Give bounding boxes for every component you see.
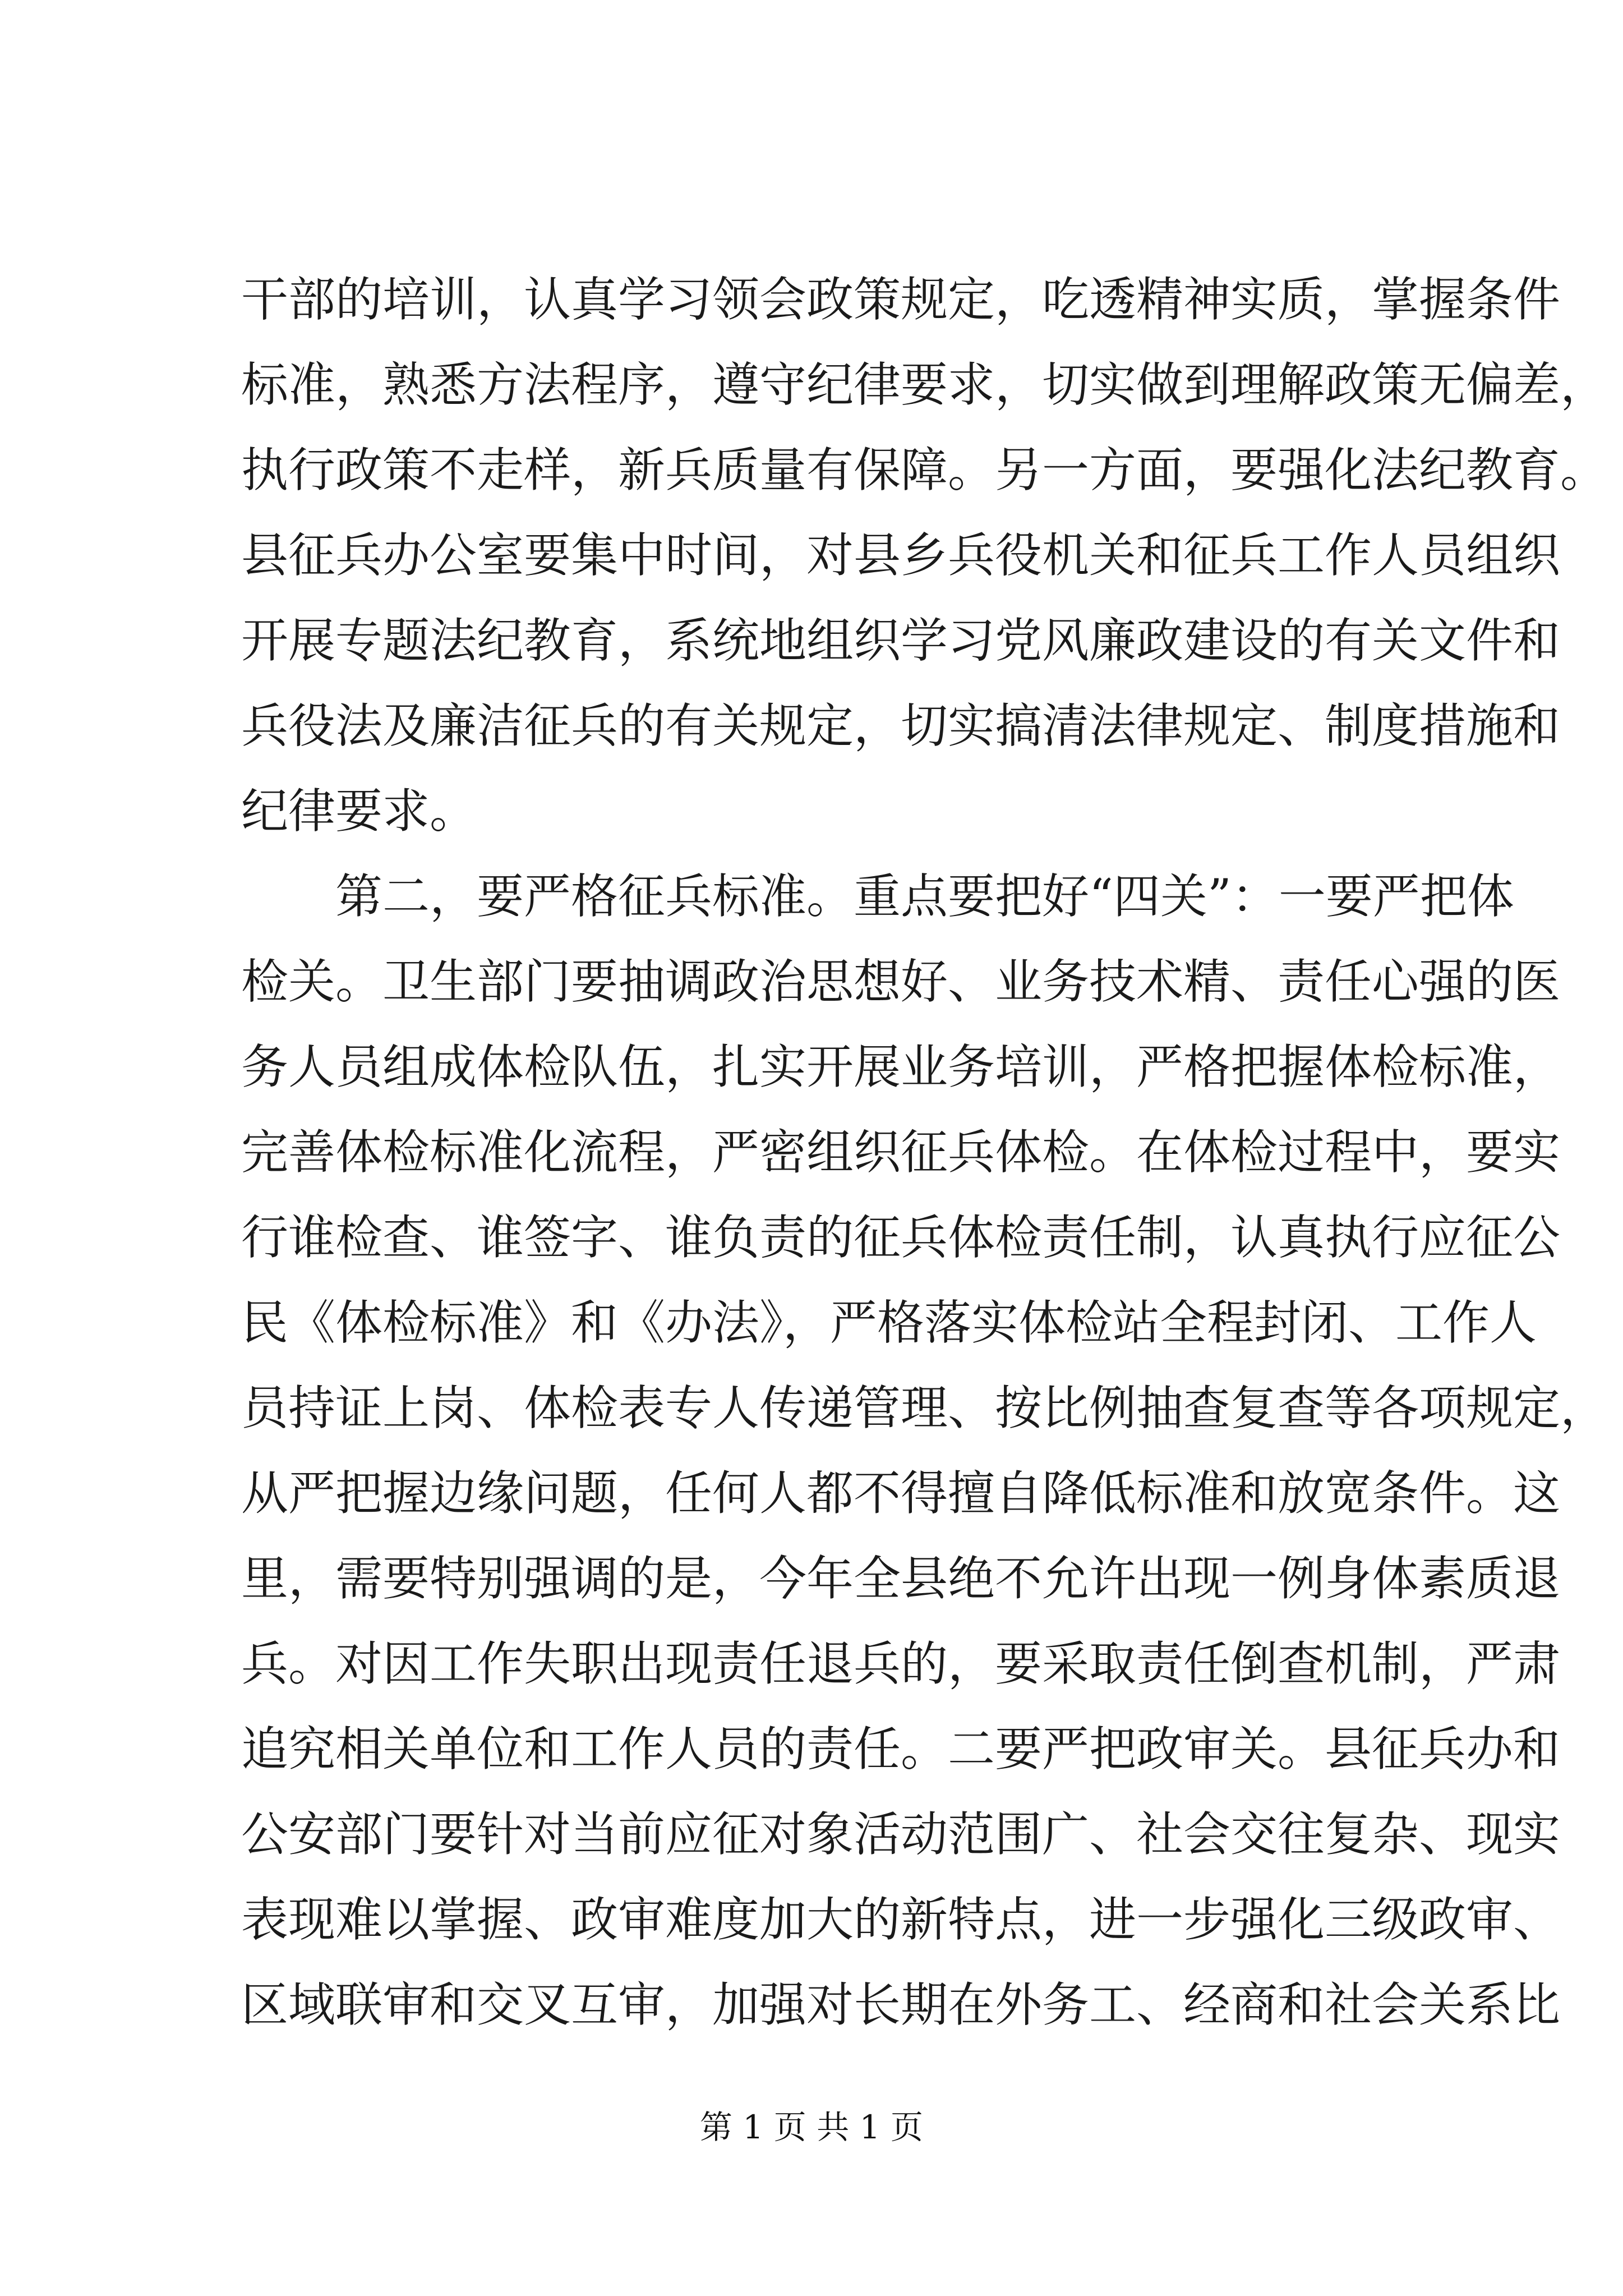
text-line: 行谁检查、谁签字、谁负责的征兵体检责任制，认真执行应征公: [241, 1210, 1561, 1265]
text-line: 表现难以掌握、政审难度加大的新特点，进一步强化三级政审、: [241, 1892, 1561, 1947]
text-line: 执行政策不走样，新兵质量有保障。另一方面，要强化法纪教育。: [241, 443, 1608, 498]
text-line: 里，需要特别强调的是，今年全县绝不允许出现一例身体素质退: [241, 1551, 1561, 1606]
text-line: 开展专题法纪教育，系统地组织学习党风廉政建设的有关文件和: [241, 613, 1561, 668]
text-line: 务人员组成体检队伍，扎实开展业务培训，严格把握体检标准，: [241, 1039, 1561, 1094]
paragraph-first-line: 第二，要严格征兵标准。重点要把好“四关”：一要严把体: [335, 869, 1514, 924]
body-text: [241, 257, 1608, 2047]
text-line: 员持证上岗、体检表专人传递管理、按比例抽查复查等各项规定，: [241, 1381, 1608, 1435]
text-line: 标准，熟悉方法程序，遵守纪律要求，切实做到理解政策无偏差，: [241, 357, 1608, 412]
text-line: 完善体检标准化流程，严密组织征兵体检。在体检过程中，要实: [241, 1125, 1561, 1180]
text-line: 县征兵办公室要集中时间，对县乡兵役机关和征兵工作人员组织: [241, 528, 1561, 583]
text-line: 区域联审和交叉互审，加强对长期在外务工、经商和社会关系比: [241, 1977, 1561, 2032]
text-line: 从严把握边缘问题，任何人都不得擅自降低标准和放宽条件。这: [241, 1466, 1561, 1521]
page-number-footer: 第 1 页 共 1 页: [700, 2108, 923, 2146]
text-line: 检关。卫生部门要抽调政治思想好、业务技术精、责任心强的医: [241, 954, 1561, 1009]
text-line: 追究相关单位和工作人员的责任。二要严把政审关。县征兵办和: [241, 1722, 1561, 1777]
text-line: 纪律要求。: [241, 784, 477, 839]
text-line: 民《体检标准》和《办法》，严格落实体检站全程封闭、工作人: [241, 1295, 1537, 1350]
text-line: 干部的培训，认真学习领会政策规定，吃透精神实质，掌握条件: [241, 272, 1561, 327]
text-line: 兵役法及廉洁征兵的有关规定，切实搞清法律规定、制度措施和: [241, 698, 1561, 753]
text-line: 公安部门要针对当前应征对象活动范围广、社会交往复杂、现实: [241, 1807, 1561, 1862]
text-line: 兵。对因工作失职出现责任退兵的，要采取责任倒查机制，严肃: [241, 1636, 1561, 1691]
